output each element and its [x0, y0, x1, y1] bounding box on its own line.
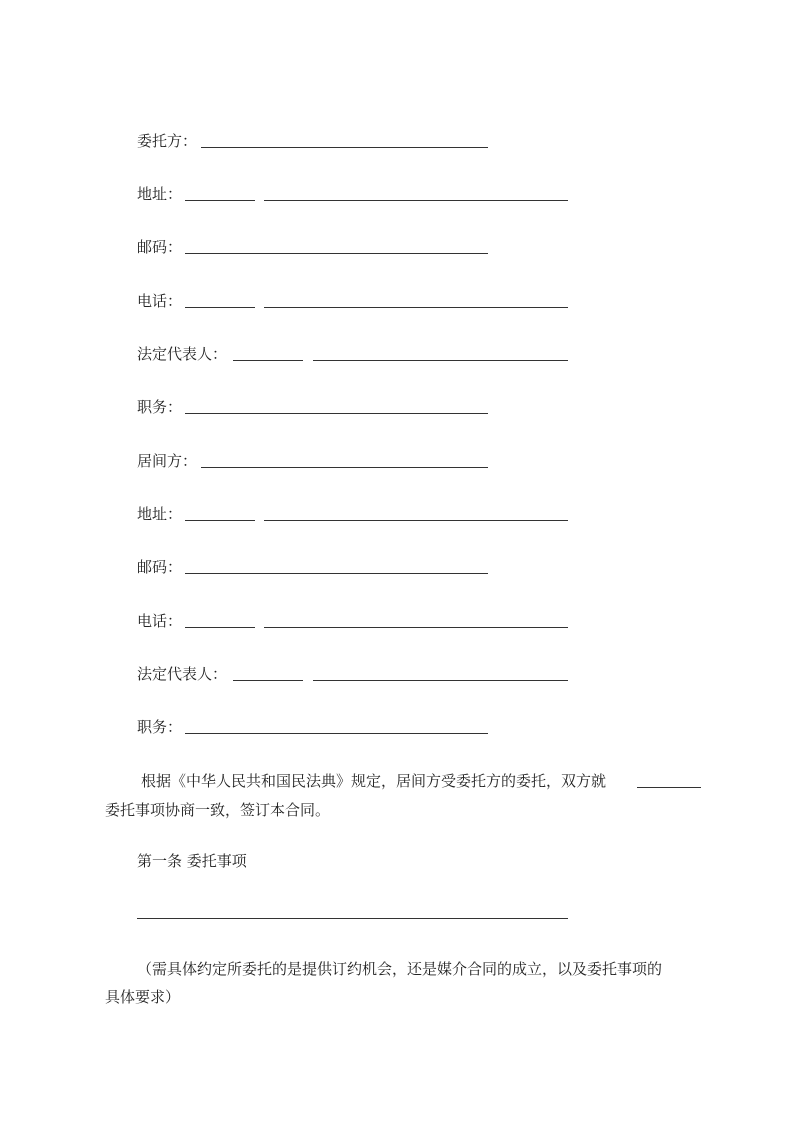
note-line-1 [137, 953, 662, 985]
preamble-subject-blank[interactable] [637, 787, 701, 788]
intermediary-address-label: 地址： [137, 505, 183, 523]
principal-party-row [137, 129, 197, 153]
intermediary-postcode-blank[interactable] [185, 573, 488, 574]
intermediary-address-row [137, 502, 182, 526]
intermediary-legal-rep-label: 法定代表人： [137, 665, 228, 683]
note-line-2 [105, 981, 180, 1013]
principal-party-label: 委托方： [137, 132, 198, 150]
intermediary-postcode-label: 邮码： [137, 558, 183, 576]
principal-position-label: 职务： [137, 398, 183, 416]
intermediary-party-blank[interactable] [201, 467, 488, 468]
principal-postcode-blank[interactable] [185, 253, 488, 254]
principal-address-label: 地址： [137, 185, 183, 203]
intermediary-address-blank-2[interactable] [264, 520, 568, 521]
principal-postcode-row [137, 235, 182, 259]
note-text-1: （需具体约定所委托的是提供订约机会，还是媒介合同的成立，以及委托事项的 [137, 960, 663, 978]
principal-address-blank-2[interactable] [264, 200, 568, 201]
principal-legal-rep-blank-1[interactable] [233, 360, 303, 361]
intermediary-phone-blank-1[interactable] [185, 627, 255, 628]
principal-position-row [137, 395, 182, 419]
preamble-text-2: 委托事项协商一致，签订本合同。 [105, 801, 331, 819]
intermediary-legal-rep-blank-2[interactable] [313, 680, 568, 681]
article-1-heading-text: 第一条 委托事项 [137, 852, 247, 870]
principal-address-blank-1[interactable] [185, 200, 255, 201]
article-1-content-blank[interactable] [137, 918, 568, 919]
note-text-2: 具体要求） [105, 988, 181, 1006]
intermediary-postcode-row [137, 555, 182, 579]
principal-party-blank[interactable] [201, 147, 488, 148]
principal-phone-label: 电话： [137, 292, 183, 310]
intermediary-phone-row [137, 609, 182, 633]
principal-legal-rep-label: 法定代表人： [137, 345, 228, 363]
intermediary-address-blank-1[interactable] [185, 520, 255, 521]
preamble-line-1 [141, 765, 606, 797]
intermediary-position-blank[interactable] [185, 733, 488, 734]
preamble-line-2 [105, 794, 330, 826]
intermediary-phone-label: 电话： [137, 612, 183, 630]
principal-postcode-label: 邮码： [137, 238, 183, 256]
intermediary-phone-blank-2[interactable] [264, 627, 568, 628]
intermediary-legal-rep-blank-1[interactable] [233, 680, 303, 681]
intermediary-party-row [137, 449, 197, 473]
principal-address-row [137, 182, 182, 206]
intermediary-legal-rep-row [137, 662, 227, 686]
principal-legal-rep-blank-2[interactable] [313, 360, 568, 361]
principal-phone-row [137, 289, 182, 313]
intermediary-position-label: 职务： [137, 718, 183, 736]
preamble-text-1: 根据《中华人民共和国民法典》规定，居间方受委托方的委托，双方就 [141, 772, 607, 790]
article-1-heading [137, 845, 247, 877]
intermediary-party-label: 居间方： [137, 452, 198, 470]
principal-legal-rep-row [137, 342, 227, 366]
principal-phone-blank-1[interactable] [185, 307, 255, 308]
principal-phone-blank-2[interactable] [264, 307, 568, 308]
principal-position-blank[interactable] [185, 413, 488, 414]
intermediary-position-row [137, 715, 182, 739]
